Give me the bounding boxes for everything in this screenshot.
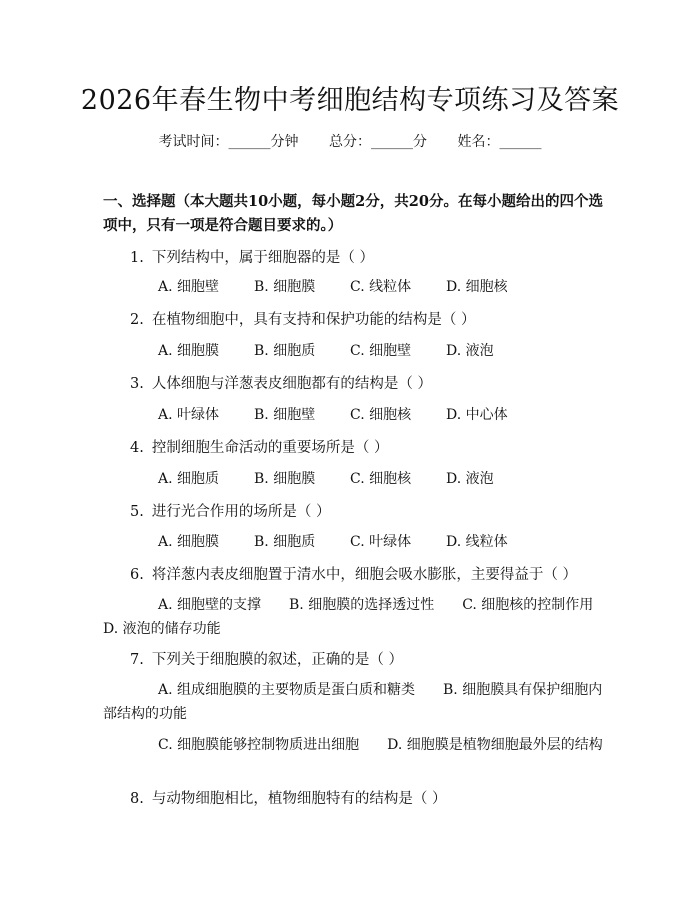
option-d: D. 线粒体 (446, 534, 508, 550)
question-number: 2. (130, 312, 144, 328)
question-5-options (158, 531, 542, 551)
option-d: D. 细胞核 (446, 279, 508, 295)
exam-meta (0, 131, 700, 151)
option-a: A. 细胞膜 (158, 534, 220, 550)
option-c: C. 细胞壁 (350, 343, 412, 359)
question-1 (130, 246, 374, 267)
question-3 (130, 372, 432, 393)
question-text: 将洋葱内表皮细胞置于清水中，细胞会吸水膨胀，主要得益于（ ） (151, 567, 577, 583)
option-d: D. 液泡 (446, 343, 494, 359)
question-6 (130, 563, 577, 584)
question-4 (130, 436, 388, 457)
option-a: A. 叶绿体 (158, 407, 220, 423)
option-c: C. 细胞核 (350, 407, 412, 423)
total-score: 总分：______分 (329, 134, 427, 150)
option-a: A. 细胞膜 (158, 343, 220, 359)
question-6-options: A. 细胞壁的支撑 B. 细胞膜的选择透过性 C. 细胞核的控制作用 D. 液泡的储存功能 (103, 597, 622, 637)
question-text: 控制细胞生命活动的重要场所是（ ） (151, 440, 389, 456)
option-b: B. 细胞膜 (254, 279, 316, 295)
question-8 (130, 787, 446, 808)
option-a: A. 细胞质 (158, 471, 220, 487)
question-5 (130, 500, 330, 521)
option-c: C. 细胞核 (350, 471, 412, 487)
question-text: 下列关于细胞膜的叙述，正确的是（ ） (151, 652, 403, 668)
option-c: C. 叶绿体 (350, 534, 412, 550)
option-b: B. 细胞质 (254, 534, 316, 550)
question-number: 7. (130, 652, 144, 668)
question-number: 5. (130, 504, 144, 520)
option-d: D. 液泡 (446, 471, 494, 487)
question-number: 8. (130, 791, 144, 807)
student-name: 姓名：______ (457, 134, 542, 150)
question-number: 6. (130, 567, 144, 583)
option-a: A. 细胞壁 (158, 279, 220, 295)
option-c: C. 线粒体 (350, 279, 412, 295)
question-2-options (158, 340, 542, 360)
question-text: 进行光合作用的场所是（ ） (151, 504, 331, 520)
question-text: 人体细胞与洋葱表皮细胞都有的结构是（ ） (151, 376, 432, 392)
exam-time: 考试时间：______分钟 (158, 134, 299, 150)
option-b: B. 细胞膜 (254, 471, 316, 487)
question-1-options (158, 276, 542, 296)
question-number: 1. (130, 250, 144, 266)
question-text: 下列结构中，属于细胞器的是（ ） (151, 250, 374, 266)
question-4-options (158, 468, 542, 488)
question-2 (130, 308, 475, 329)
question-text: 在植物细胞中，具有支持和保护功能的结构是（ ） (151, 312, 476, 328)
section-heading: 一、选择题（本大题共10小题，每小题2分，共20分。在每小题给出的四个选项中，只有一项是符合题目要求的。） (103, 193, 603, 234)
option-d: D. 中心体 (446, 407, 508, 423)
question-7-options-ab: A. 组成细胞膜的主要物质是蛋白质和糖类 B. 细胞膜具有保护细胞内部结构的功能 (103, 682, 603, 722)
question-7-options-cd: C. 细胞膜能够控制物质进出细胞 D. 细胞膜是植物细胞最外层的结构 (158, 737, 603, 753)
option-b: B. 细胞质 (254, 343, 316, 359)
question-7 (130, 648, 403, 669)
question-number: 4. (130, 440, 144, 456)
option-b: B. 细胞壁 (254, 407, 316, 423)
question-number: 3. (130, 376, 144, 392)
question-text: 与动物细胞相比，植物细胞特有的结构是（ ） (151, 791, 447, 807)
question-3-options (158, 404, 542, 424)
page-title: 2026年春生物中考细胞结构专项练习及答案 (80, 85, 620, 116)
